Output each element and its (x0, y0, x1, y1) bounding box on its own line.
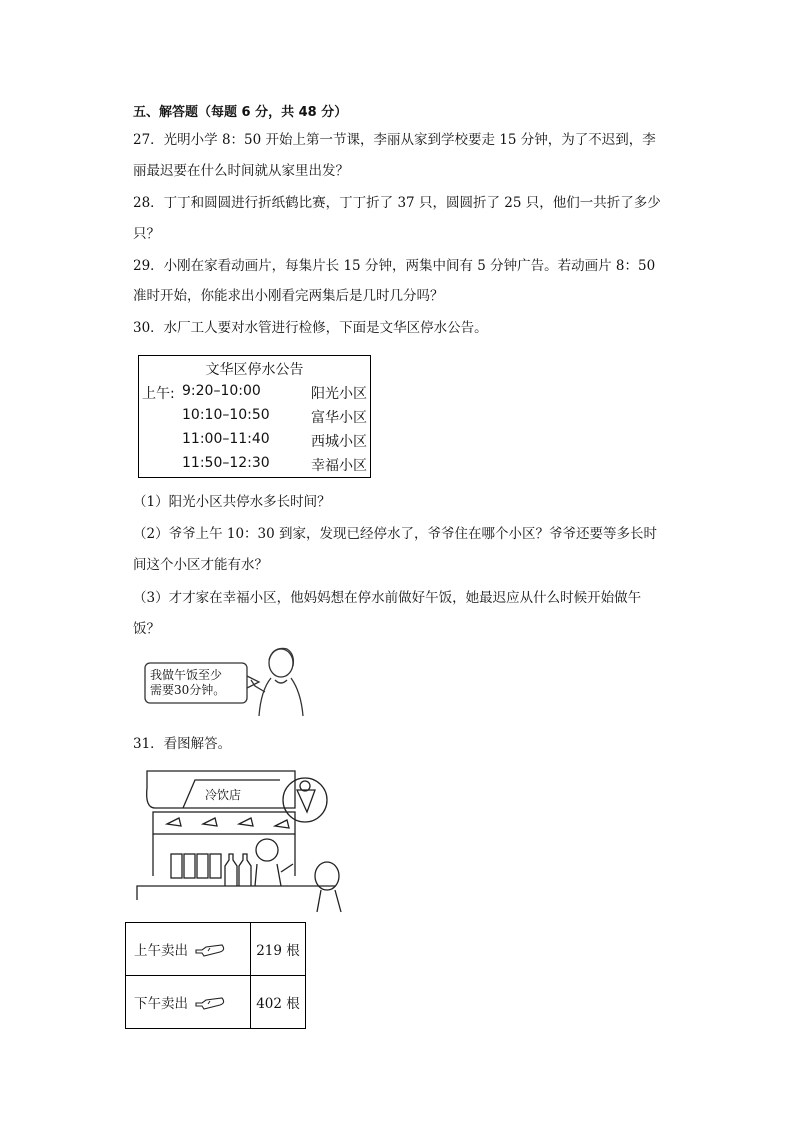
table-row (126, 923, 306, 976)
question-28-line-2: 只？ (133, 226, 160, 242)
ice-cream-shop-illustration (135, 768, 365, 918)
row-label: 下午卖出 (134, 996, 188, 1012)
table-cell (126, 923, 251, 976)
bottle (239, 854, 251, 886)
question-27-line-2: 丽最迟要在什么时间就从家里出发？ (133, 163, 349, 179)
notice-area: 富华小区 (311, 410, 367, 426)
notice-row (139, 431, 370, 451)
row-value: 219 根 (251, 923, 306, 976)
drink-can (171, 854, 182, 878)
water-outage-notice (138, 355, 371, 478)
ice-cream-sales-table (125, 922, 306, 1029)
question-30-sub-2-line-1: （2）爷爷上午 10：30 到家，发现已经停水了，爷爷住在哪个小区？爷爷还要等多长时 (133, 526, 658, 542)
shop-sign-text: 冷饮店 (205, 788, 242, 802)
section-heading: 五、解答题（每题 6 分，共 48 分） (133, 105, 348, 120)
question-31-line-1: 31．看图解答。 (133, 736, 232, 752)
speech-text (150, 668, 225, 698)
ice-cream-icon (167, 818, 181, 826)
question-29-line-2: 准时开始，你能求出小刚看完两集后是几时几分吗？ (133, 288, 444, 304)
notice-area: 幸福小区 (311, 458, 367, 474)
speech-line: 需要30分钟。 (150, 683, 226, 697)
speech-line: 我做午饭至少 (150, 668, 223, 682)
question-30-sub-2-line-2: 间这个小区才能有水？ (133, 557, 268, 573)
notice-prefix: 上午: (142, 386, 175, 402)
question-28-line-1: 28．丁丁和圆圆进行折纸鹤比赛，丁丁折了 37 只，圆圆折了 25 只，他们一共折了多少 (133, 195, 661, 211)
table-cell (126, 976, 251, 1029)
notice-area: 阳光小区 (311, 386, 367, 402)
notice-area: 西城小区 (311, 434, 367, 450)
popsicle-icon (194, 942, 228, 958)
drink-can (210, 854, 221, 878)
question-30-sub-1: （1）阳光小区共停水多长时间？ (133, 494, 331, 510)
notice-title: 文华区停水公告 (205, 362, 304, 378)
notice-row (139, 455, 370, 475)
notice-time: 11:50–12:30 (182, 455, 270, 471)
notice-time: 9:20–10:00 (182, 383, 261, 399)
question-29-line-1: 29．小刚在家看动画片，每集片长 15 分钟，两集中间有 5 分钟广告。若动画片 8：50 (133, 258, 656, 274)
ice-cream-sign-icon (283, 778, 327, 822)
popsicle-icon (194, 995, 228, 1011)
question-27-line-1: 27．光明小学 8：50 开始上第一节课，李丽从家到学校要走 15 分钟，为了不迟到，李 (133, 132, 656, 148)
question-30-line-1: 30．水厂工人要对水管进行检修，下面是文华区停水公告。 (133, 320, 488, 336)
notice-row (139, 383, 370, 403)
notice-time: 10:10–10:50 (182, 407, 270, 423)
notice-time: 11:00–11:40 (182, 431, 270, 447)
shopkeeper (256, 839, 278, 861)
drink-can (184, 854, 195, 878)
row-label: 上午卖出 (134, 943, 188, 959)
ice-cream-icon (275, 820, 289, 828)
bottle (225, 854, 237, 886)
question-30-sub-3-line-1: （3）才才家在幸福小区，他妈妈想在停水前做好午饭，她最迟应从什么时候开始做午 (133, 590, 642, 606)
row-value: 402 根 (251, 976, 306, 1029)
table-row (126, 976, 306, 1029)
drink-can (197, 854, 208, 878)
question-30-sub-3-line-2: 饭？ (133, 621, 160, 637)
ice-cream-icon (203, 818, 217, 826)
notice-row (139, 407, 370, 427)
ice-cream-icon (239, 818, 253, 826)
